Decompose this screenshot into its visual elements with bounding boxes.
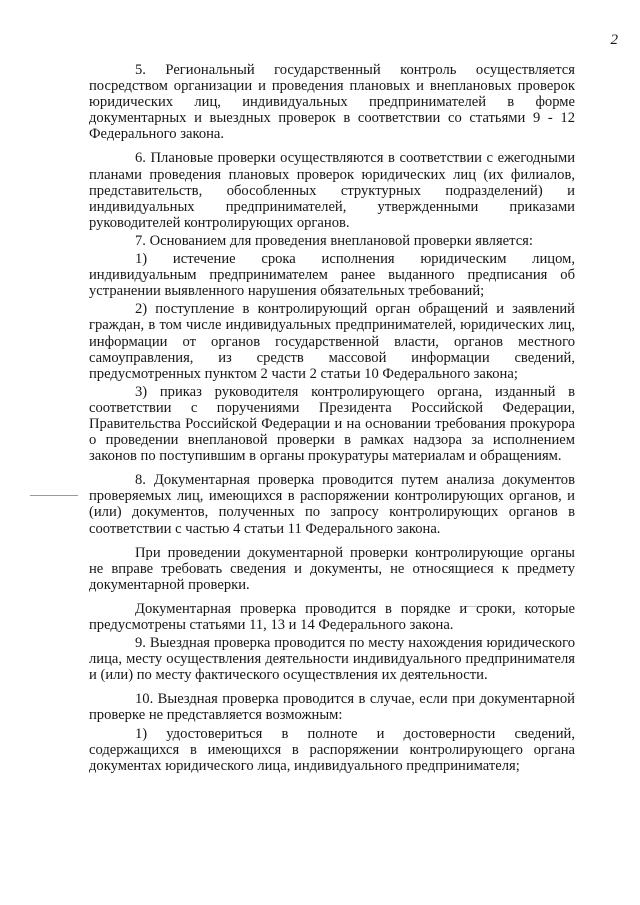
paragraph-7-item-3: 3) приказ руководителя контролирующего органа, изданный в соответствии с поручениями Президента Российской Федерации, Правительства Российской Федерации и на основании требования прокурора о проведении внеплановой проверки в рамках надзора за исполнением законов по поступившим в органы прокуратуры материалам и обращениям. — [89, 383, 575, 465]
paragraph-8-terms: Документарная проверка проводится в порядке и сроки, которые предусмотрены статьями 11, 13 и 14 Федерального закона. — [89, 600, 575, 633]
paragraph-8: 8. Документарная проверка проводится путем анализа документов проверяемых лиц, имеющихся в распоряжении контролирующих органов, и (или) документов, полученных по запросу контролирующих органов в соответствии с частью 4 статьи 11 Федерального закона. — [89, 472, 575, 537]
scan-mark — [30, 495, 78, 496]
page-number: 2 — [610, 32, 618, 48]
document-body — [89, 62, 575, 774]
paragraph-7-item-2: 2) поступление в контролирующий орган обращений и заявлений граждан, в том числе индивидуальных предпринимателей, юридических лиц, информации от органов государственной власти, органов местного самоуправления, из средств массовой информации сведений, предусмотренных пунктом 2 части 2 статьи 10 Федерального закона; — [89, 301, 575, 382]
paragraph-10: 10. Выездная проверка проводится в случае, если при документарной проверке не представляется возможным: — [89, 691, 575, 724]
paragraph-6: 6. Плановые проверки осуществляются в соответствии с ежегодными планами проведения плановых проверок юридических лиц (их филиалов, представительств, обособленных структурных подразделений) и индивидуальных предпринимателей, утвержденными приказами руководителей контролирующих органов. — [89, 150, 575, 231]
paragraph-7-item-1: 1) истечение срока исполнения юридическим лицом, индивидуальным предпринимателем ранее выданного предписания об устранении выявленного нарушения обязательных требований; — [89, 251, 575, 300]
paragraph-5: 5. Региональный государственный контроль осуществляется посредством организации и проведения плановых и внеплановых проверок юридических лиц, индивидуальных предпринимателей в форме документарных и выездных проверок в соответствии со статьями 9 - 12 Федерального закона. — [89, 62, 575, 143]
paragraph-9: 9. Выездная проверка проводится по месту нахождения юридического лица, месту осуществления деятельности индивидуального предпринимателя и (или) по месту фактического осуществления их деятельности. — [89, 635, 575, 684]
paragraph-7: 7. Основанием для проведения внеплановой проверки является: — [135, 232, 533, 249]
paragraph-10-item-1: 1) удостовериться в полноте и достоверности сведений, содержащихся в имеющихся в распоряжении контролирующего органа документах юридического лица, индивидуального предпринимателя; — [89, 725, 575, 774]
paragraph-8-restriction: При проведении документарной проверки контролирующие органы не вправе требовать сведения и документы, не относящиеся к предмету документарной проверки. — [89, 544, 575, 593]
